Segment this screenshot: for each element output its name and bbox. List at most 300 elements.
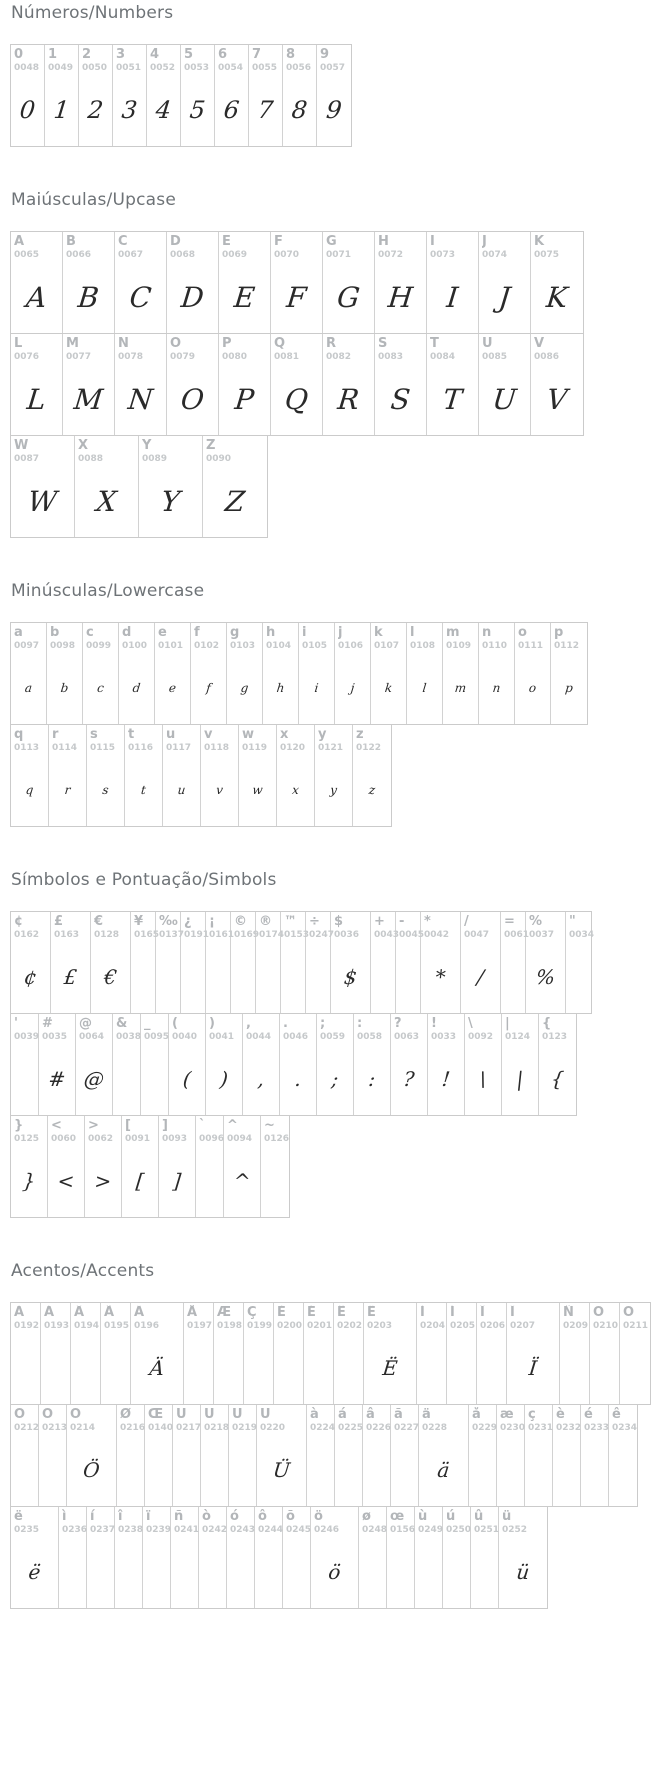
char-cell-0108 xyxy=(407,623,443,724)
cell-unicode-value: 0075 xyxy=(534,250,560,260)
section-heading-symbols: Símbolos e Pontuação/Simbols xyxy=(11,870,277,890)
char-cell-0122 xyxy=(353,725,391,826)
glyph-preview-empty xyxy=(254,1536,286,1608)
glyph-preview-empty xyxy=(468,1434,500,1506)
char-cell-0093 xyxy=(159,1116,196,1217)
cell-unicode-value: 0123 xyxy=(542,1032,568,1042)
char-cell-0110 xyxy=(479,623,515,724)
cell-unicode-value: 0090 xyxy=(206,454,232,464)
char-cell-0105 xyxy=(299,623,335,724)
cell-unicode-value: 0122 xyxy=(356,743,382,753)
glyph-preview: q xyxy=(24,783,35,797)
glyph-preview: R xyxy=(336,382,361,416)
cell-unicode-value: 0055 xyxy=(252,63,278,73)
glyph-preview-empty xyxy=(416,1332,450,1404)
cell-unicode-value: 0106 xyxy=(338,641,364,651)
cell-character: ó xyxy=(230,1509,239,1524)
cell-character: 1 xyxy=(48,47,58,62)
char-cell-0092 xyxy=(465,1014,502,1115)
glyph-preview-empty xyxy=(40,1332,74,1404)
glyph-preview-empty xyxy=(306,1434,338,1506)
cell-unicode-value: 0241 xyxy=(174,1525,200,1535)
char-cell-0094 xyxy=(224,1116,261,1217)
char-cell-0070 xyxy=(271,232,323,333)
char-cell-0201 xyxy=(304,1303,334,1404)
char-cell-0073 xyxy=(427,232,479,333)
glyph-preview: % xyxy=(534,965,557,989)
section-numbers xyxy=(10,2,651,147)
cell-character: î xyxy=(118,1509,123,1524)
char-cell-0209 xyxy=(560,1303,590,1404)
cell-unicode-value: 0097 xyxy=(14,641,40,651)
char-cell-0069 xyxy=(219,232,271,333)
cell-character: K xyxy=(534,234,545,249)
cell-character: Ï xyxy=(510,1305,515,1320)
glyph-preview: @ xyxy=(82,1067,106,1091)
char-cell-0034 xyxy=(566,912,595,1013)
char-cell-0099 xyxy=(83,623,119,724)
cell-character: s xyxy=(90,727,98,742)
char-cell-0251 xyxy=(471,1507,499,1608)
cell-character: ` xyxy=(199,1118,206,1133)
glyph-preview: / xyxy=(475,965,486,989)
accents-grid xyxy=(10,1302,651,1609)
cell-character: 5 xyxy=(184,47,194,62)
cell-character: ? xyxy=(394,1016,402,1031)
cell-unicode-value: 0237 xyxy=(90,1525,116,1535)
glyph-preview-empty xyxy=(142,1536,174,1608)
cell-character: ¢ xyxy=(14,914,24,929)
cell-unicode-value: 0082 xyxy=(326,352,352,362)
char-cell-0112 xyxy=(551,623,587,724)
cell-character: ñ xyxy=(174,1509,184,1524)
cell-character: Ê xyxy=(337,1305,346,1320)
glyph-preview: h xyxy=(275,681,286,695)
glyph-row xyxy=(10,622,588,725)
glyph-preview: \ xyxy=(478,1067,488,1091)
char-cell-0217 xyxy=(173,1405,201,1506)
char-cell-0252 xyxy=(499,1507,547,1608)
glyph-preview: Ä xyxy=(148,1356,166,1380)
char-cell-0213 xyxy=(39,1405,67,1506)
cell-character: a xyxy=(14,625,23,640)
cell-character: r xyxy=(52,727,59,742)
char-cell-0216 xyxy=(117,1405,145,1506)
glyph-preview: £ xyxy=(62,965,79,989)
char-cell-0072 xyxy=(375,232,427,333)
char-cell-0078 xyxy=(115,334,167,435)
cell-unicode-value: 0231 xyxy=(528,1423,554,1433)
cell-unicode-value: 0067 xyxy=(118,250,144,260)
cell-unicode-value: 0089 xyxy=(142,454,168,464)
glyph-preview: e xyxy=(168,681,177,695)
cell-unicode-value: 0071 xyxy=(326,250,352,260)
cell-character: Ô xyxy=(14,1407,26,1422)
cell-unicode-value: 0107 xyxy=(374,641,400,651)
char-cell-0211 xyxy=(620,1303,650,1404)
char-cell-0163 xyxy=(51,912,91,1013)
cell-character: 8 xyxy=(286,47,296,62)
cell-unicode-value: 0069 xyxy=(222,250,248,260)
char-cell-0053 xyxy=(181,45,215,146)
char-cell-0035 xyxy=(39,1014,76,1115)
cell-character: | xyxy=(505,1016,510,1031)
cell-character: l xyxy=(410,625,415,640)
cell-character: R xyxy=(326,336,337,351)
glyph-preview-empty xyxy=(496,1434,528,1506)
cell-unicode-value: 0125 xyxy=(14,1134,40,1144)
char-cell-0118 xyxy=(201,725,239,826)
cell-unicode-value: 0228 xyxy=(422,1423,448,1433)
char-cell-0065 xyxy=(11,232,63,333)
glyph-preview-empty xyxy=(195,1145,227,1217)
cell-character: @ xyxy=(79,1016,92,1031)
cell-unicode-value: 0227 xyxy=(394,1423,420,1433)
char-cell-0048 xyxy=(11,45,45,146)
glyph-preview: G xyxy=(335,280,362,314)
char-cell-0228 xyxy=(419,1405,469,1506)
cell-unicode-value: 0233 xyxy=(584,1423,610,1433)
cell-character: v xyxy=(204,727,213,742)
cell-unicode-value: 0066 xyxy=(66,250,92,260)
cell-unicode-value: 0038 xyxy=(116,1032,142,1042)
char-cell-0046 xyxy=(280,1014,317,1115)
cell-unicode-value: 0126 xyxy=(264,1134,290,1144)
cell-unicode-value: 0042 xyxy=(424,930,450,940)
cell-unicode-value: 0058 xyxy=(357,1032,383,1042)
char-cell-0199 xyxy=(244,1303,274,1404)
glyph-preview: b xyxy=(59,681,70,695)
glyph-preview-empty xyxy=(112,1043,144,1115)
glyph-preview: J xyxy=(497,280,512,314)
cell-character: j xyxy=(338,625,343,640)
cell-character: ) xyxy=(209,1016,215,1031)
cell-unicode-value: 0169 xyxy=(234,930,260,940)
cell-unicode-value: 0096 xyxy=(199,1134,225,1144)
char-cell-0098 xyxy=(47,623,83,724)
cell-unicode-value: 0108 xyxy=(410,641,436,651)
char-cell-0055 xyxy=(249,45,283,146)
cell-unicode-value: 0080 xyxy=(222,352,248,362)
cell-unicode-value: 0251 xyxy=(474,1525,500,1535)
char-cell-0062 xyxy=(85,1116,122,1217)
cell-character: p xyxy=(554,625,564,640)
char-cell-0064 xyxy=(76,1014,113,1115)
cell-unicode-value: 0112 xyxy=(554,641,580,651)
glyph-preview: ë xyxy=(27,1560,42,1584)
cell-character: Ñ xyxy=(563,1305,574,1320)
cell-character: & xyxy=(116,1016,128,1031)
cell-unicode-value: 0034 xyxy=(569,930,595,940)
char-cell-0077 xyxy=(63,334,115,435)
cell-unicode-value: 0226 xyxy=(366,1423,392,1433)
glyph-row xyxy=(10,1506,548,1609)
cell-unicode-value: 0197 xyxy=(187,1321,213,1331)
cell-unicode-value: 0101 xyxy=(158,641,184,651)
glyph-preview: $ xyxy=(342,965,359,989)
glyph-preview: 1 xyxy=(52,96,71,124)
cell-unicode-value: 0153 xyxy=(284,930,310,940)
cell-character: Î xyxy=(480,1305,485,1320)
cell-unicode-value: 0040 xyxy=(172,1032,198,1042)
char-cell-0049 xyxy=(45,45,79,146)
char-cell-0243 xyxy=(227,1507,255,1608)
cell-character: < xyxy=(51,1118,62,1133)
cell-unicode-value: 0252 xyxy=(502,1525,528,1535)
char-cell-0250 xyxy=(443,1507,471,1608)
cell-unicode-value: 0109 xyxy=(446,641,472,651)
glyph-preview: z xyxy=(368,783,376,797)
cell-character: % xyxy=(529,914,543,929)
cell-unicode-value: 0249 xyxy=(418,1525,444,1535)
cell-unicode-value: 0104 xyxy=(266,641,292,651)
char-cell-0111 xyxy=(515,623,551,724)
cell-unicode-value: 0086 xyxy=(534,352,560,362)
cell-character: Ü xyxy=(260,1407,271,1422)
glyph-preview-empty xyxy=(589,1332,623,1404)
cell-character: ^ xyxy=(227,1118,238,1133)
cell-character: æ xyxy=(500,1407,514,1422)
cell-unicode-value: 0113 xyxy=(14,743,40,753)
glyph-row xyxy=(10,1115,290,1218)
cell-unicode-value: 0156 xyxy=(390,1525,416,1535)
cell-character: w xyxy=(242,727,255,742)
char-cell-0115 xyxy=(87,725,125,826)
cell-unicode-value: 0210 xyxy=(593,1321,619,1331)
glyph-preview: d xyxy=(131,681,142,695)
cell-character: N xyxy=(118,336,129,351)
glyph-preview-empty xyxy=(114,1536,146,1608)
glyph-preview: O xyxy=(179,382,206,416)
cell-character: ö xyxy=(314,1509,323,1524)
char-cell-0165 xyxy=(131,912,160,1013)
char-cell-0212 xyxy=(11,1405,39,1506)
cell-character: Ò xyxy=(593,1305,605,1320)
cell-unicode-value: 0079 xyxy=(170,352,196,362)
cell-character: è xyxy=(556,1407,565,1422)
glyph-preview: # xyxy=(47,1067,67,1091)
cell-unicode-value: 0217 xyxy=(176,1423,202,1433)
cell-unicode-value: 0078 xyxy=(118,352,144,362)
cell-unicode-value: 0083 xyxy=(378,352,404,362)
glyph-preview-empty xyxy=(230,941,259,1013)
char-cell-0230 xyxy=(497,1405,525,1506)
cell-unicode-value: 0084 xyxy=(430,352,456,362)
cell-character: C xyxy=(118,234,128,249)
glyph-preview-empty xyxy=(334,1434,366,1506)
char-cell-0058 xyxy=(354,1014,391,1115)
char-cell-0140 xyxy=(145,1405,173,1506)
char-cell-0233 xyxy=(581,1405,609,1506)
cell-character: [ xyxy=(125,1118,131,1133)
cell-character: Ç xyxy=(247,1305,257,1320)
char-cell-0161 xyxy=(206,912,235,1013)
char-cell-0060 xyxy=(48,1116,85,1217)
glyph-preview: 9 xyxy=(324,96,344,124)
cell-unicode-value: 0051 xyxy=(116,63,142,73)
glyph-preview-empty xyxy=(200,1434,232,1506)
cell-unicode-value: 0193 xyxy=(44,1321,70,1331)
cell-character: { xyxy=(542,1016,552,1031)
cell-unicode-value: 0243 xyxy=(230,1525,256,1535)
cell-unicode-value: 0115 xyxy=(90,743,116,753)
cell-character: } xyxy=(14,1118,24,1133)
glyph-preview: M xyxy=(72,382,105,416)
cell-character: q xyxy=(14,727,24,742)
glyph-preview: ) xyxy=(218,1067,230,1091)
char-cell-0245 xyxy=(283,1507,311,1608)
cell-unicode-value: 0052 xyxy=(150,63,176,73)
cell-character: Y xyxy=(142,438,152,453)
char-cell-0226 xyxy=(363,1405,391,1506)
glyph-preview-empty xyxy=(10,1332,44,1404)
cell-unicode-value: 0061 xyxy=(504,930,530,940)
char-cell-0102 xyxy=(191,623,227,724)
cell-character: ù xyxy=(418,1509,428,1524)
char-cell-0197 xyxy=(184,1303,214,1404)
glyph-preview: I xyxy=(445,280,460,314)
cell-unicode-value: 0062 xyxy=(88,1134,114,1144)
glyph-preview: Y xyxy=(159,484,182,518)
char-cell-0237 xyxy=(87,1507,115,1608)
cell-character: T xyxy=(430,336,439,351)
char-cell-0085 xyxy=(479,334,531,435)
cell-character: G xyxy=(326,234,337,249)
cell-unicode-value: 0074 xyxy=(482,250,508,260)
char-cell-0156 xyxy=(387,1507,415,1608)
cell-unicode-value: 0041 xyxy=(209,1032,235,1042)
cell-unicode-value: 0116 xyxy=(128,743,154,753)
cell-character: ( xyxy=(172,1016,178,1031)
cell-unicode-value: 0085 xyxy=(482,352,508,362)
cell-character: z xyxy=(356,727,364,742)
cell-character: U xyxy=(482,336,493,351)
glyph-preview: c xyxy=(96,681,105,695)
glyph-preview-empty xyxy=(476,1332,510,1404)
glyph-row xyxy=(10,435,268,538)
cell-unicode-value: 0203 xyxy=(367,1321,393,1331)
char-cell-0117 xyxy=(163,725,201,826)
char-cell-0248 xyxy=(359,1507,387,1608)
cell-character: 6 xyxy=(218,47,228,62)
char-cell-0066 xyxy=(63,232,115,333)
cell-character: œ xyxy=(390,1509,405,1524)
char-cell-0234 xyxy=(609,1405,637,1506)
cell-character: n xyxy=(482,625,492,640)
cell-unicode-value: 0216 xyxy=(120,1423,146,1433)
cell-character: D xyxy=(170,234,181,249)
cell-character: å xyxy=(472,1407,481,1422)
cell-character: 3 xyxy=(116,47,126,62)
char-cell-0214 xyxy=(67,1405,117,1506)
char-cell-0204 xyxy=(417,1303,447,1404)
cell-character: i xyxy=(302,625,307,640)
cell-character: Q xyxy=(274,336,286,351)
char-cell-0103 xyxy=(227,623,263,724)
cell-character: Æ xyxy=(217,1305,232,1320)
char-cell-0107 xyxy=(371,623,407,724)
char-cell-0227 xyxy=(391,1405,419,1506)
cell-unicode-value: 0128 xyxy=(94,930,120,940)
glyph-preview-empty xyxy=(226,1536,258,1608)
lowercase-grid xyxy=(10,622,651,827)
cell-character: O xyxy=(170,336,182,351)
char-cell-0219 xyxy=(229,1405,257,1506)
char-cell-0231 xyxy=(525,1405,553,1506)
char-cell-0038 xyxy=(113,1014,141,1115)
glyph-preview: n xyxy=(491,681,502,695)
char-cell-0075 xyxy=(531,232,583,333)
glyph-preview: C xyxy=(128,280,153,314)
cell-character: f xyxy=(194,625,200,640)
cell-unicode-value: 0192 xyxy=(14,1321,40,1331)
char-cell-0119 xyxy=(239,725,277,826)
cell-character: m xyxy=(446,625,460,640)
char-cell-0081 xyxy=(271,334,323,435)
char-cell-0109 xyxy=(443,623,479,724)
glyph-preview: < xyxy=(56,1169,76,1193)
char-cell-0083 xyxy=(375,334,427,435)
cell-unicode-value: 0239 xyxy=(146,1525,172,1535)
glyph-preview-empty xyxy=(70,1332,104,1404)
cell-character: 9 xyxy=(320,47,330,62)
char-cell-0106 xyxy=(335,623,371,724)
glyph-row xyxy=(10,333,584,436)
glyph-preview: N xyxy=(126,382,155,416)
cell-character: W xyxy=(14,438,29,453)
glyph-preview-empty xyxy=(395,941,424,1013)
cell-character: ~ xyxy=(264,1118,275,1133)
glyph-preview: 6 xyxy=(222,96,241,124)
glyph-preview: a xyxy=(24,681,33,695)
glyph-preview-empty xyxy=(144,1434,176,1506)
cell-character: t xyxy=(128,727,135,742)
char-cell-0095 xyxy=(141,1014,169,1115)
cell-character: 7 xyxy=(252,47,262,62)
glyph-preview: { xyxy=(549,1067,566,1091)
cell-unicode-value: 0230 xyxy=(500,1423,526,1433)
uppercase-grid xyxy=(10,231,651,538)
glyph-preview: y xyxy=(329,783,338,797)
char-cell-0047 xyxy=(461,912,501,1013)
char-cell-0044 xyxy=(243,1014,280,1115)
char-cell-0079 xyxy=(167,334,219,435)
char-cell-0218 xyxy=(201,1405,229,1506)
char-cell-0210 xyxy=(590,1303,620,1404)
glyph-preview-empty xyxy=(86,1536,118,1608)
cell-character: ! xyxy=(431,1016,437,1031)
section-lowercase xyxy=(10,580,651,827)
cell-character: ¡ xyxy=(209,914,215,929)
glyph-preview-empty xyxy=(282,1536,314,1608)
cell-character: ; xyxy=(320,1016,326,1031)
char-cell-0043 xyxy=(371,912,400,1013)
char-cell-0123 xyxy=(539,1014,576,1115)
glyph-preview-empty xyxy=(500,941,529,1013)
cell-unicode-value: 0119 xyxy=(242,743,268,753)
section-accents xyxy=(10,1260,651,1609)
glyph-preview-empty xyxy=(619,1332,654,1404)
cell-character: : xyxy=(357,1016,363,1031)
glyph-preview: x xyxy=(291,783,300,797)
char-cell-0096 xyxy=(196,1116,224,1217)
char-cell-0101 xyxy=(155,623,191,724)
cell-character: / xyxy=(464,914,469,929)
glyph-preview: : xyxy=(367,1067,377,1091)
glyph-preview-empty xyxy=(116,1434,148,1506)
glyph-preview: ¢ xyxy=(22,965,39,989)
char-cell-0063 xyxy=(391,1014,428,1115)
